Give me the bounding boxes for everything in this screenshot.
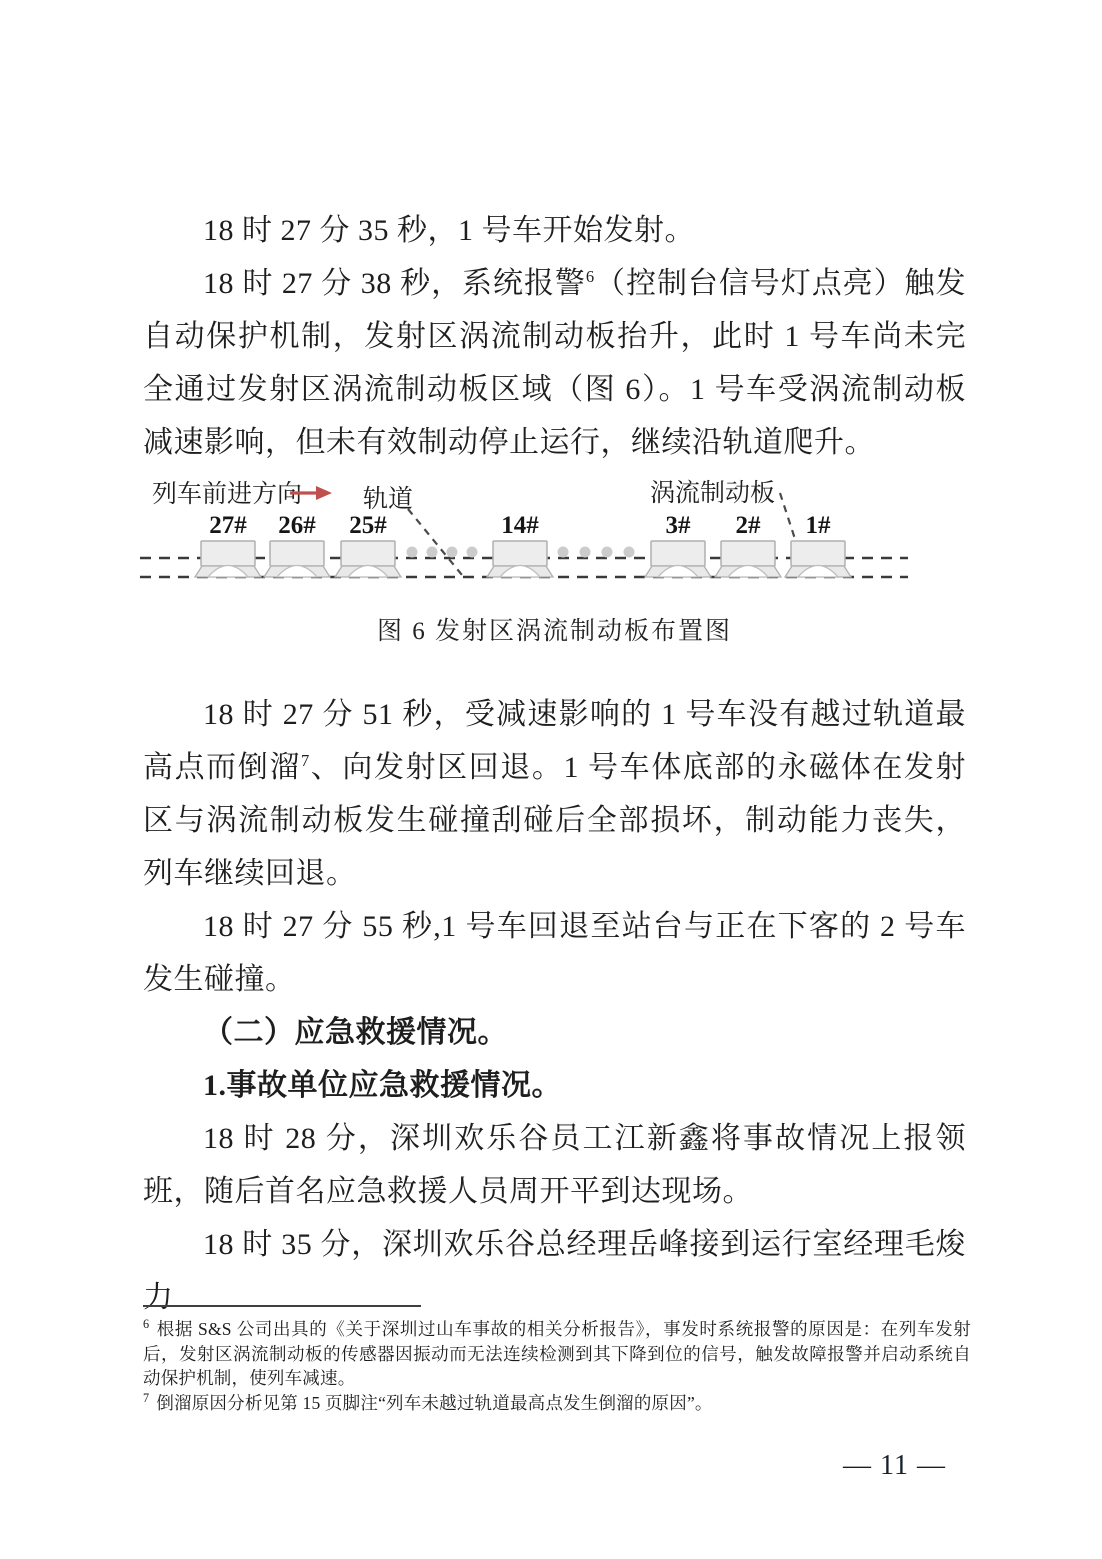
footnote-7-marker: 7 xyxy=(143,1390,150,1405)
ellipsis-dot xyxy=(624,547,635,558)
brake-plate-pointer-line xyxy=(780,493,795,539)
paragraph-text: 、向发射区回退。1 号车体底部的永磁体在发射区与涡流制动板发生碰撞刮碰后全部损坏，制动能力丧失，列车继续回退。 xyxy=(143,751,967,890)
footnote-7-text: 倒溜原因分析见第 15 页脚注“列车未越过轨道最高点发生倒溜的原因”。 xyxy=(156,1392,713,1413)
page-content xyxy=(143,204,966,1324)
plate-number-label: 3# xyxy=(665,512,691,539)
paragraph-rollback xyxy=(143,688,966,900)
paragraph-text: 18 时 27 分 55 秒,1 号车回退至站台与正在下客的 2 号车发生碰撞。 xyxy=(143,910,966,996)
figure-6-caption: 图 6 发射区涡流制动板布置图 xyxy=(376,618,732,645)
brake-plate-layout-svg xyxy=(140,469,1000,609)
brake-plates-group xyxy=(195,512,851,577)
brake-plate-3 xyxy=(645,512,711,577)
ellipsis-dot xyxy=(447,547,458,558)
brake-plate-14 xyxy=(487,512,553,577)
footnote-ref-7: 7 xyxy=(300,751,310,770)
ellipsis-dot xyxy=(602,547,613,558)
page-number: — 11 — xyxy=(843,1450,946,1481)
direction-label: 列车前进方向 xyxy=(152,481,303,508)
paragraph-report-foreman xyxy=(143,1112,966,1218)
plate-number-label: 25# xyxy=(349,512,387,539)
brake-plate-2 xyxy=(715,512,781,577)
track-pointer-line xyxy=(408,509,462,575)
figure-6-diagram xyxy=(140,469,966,609)
paragraph-collision xyxy=(143,900,966,1006)
ellipsis-dot xyxy=(427,547,438,558)
plate-number-label: 2# xyxy=(735,512,761,539)
paragraph-text: 18 时 27 分 35 秒，1 号车开始发射。 xyxy=(203,214,695,247)
brake-plate-26 xyxy=(264,512,330,577)
ellipsis-dot xyxy=(467,547,478,558)
brake-plate-25 xyxy=(335,512,401,577)
brake-plate-27 xyxy=(195,512,261,577)
paragraph-launch-start xyxy=(143,204,966,257)
paragraph-system-alarm xyxy=(143,257,966,469)
footnote-ref-6: 6 xyxy=(585,267,595,286)
plate-number-label: 26# xyxy=(278,512,316,539)
brake-plate-label: 涡流制动板 xyxy=(650,480,776,507)
paragraph-text: 18 时 28 分，深圳欢乐谷员工江新鑫将事故情况上报领班，随后首名应急救援人员周开平到达现场。 xyxy=(143,1122,966,1208)
paragraph-text: （控制台信号灯点亮）触发自动保护机制，发射区涡流制动板抬升，此时 1 号车尚未完全通过发射区涡流制动板区域（图 6）。1 号车受涡流制动板减速影响，但未有效制动停止运行，继续沿轨道爬升。 xyxy=(143,267,967,459)
footnote-6 xyxy=(143,1317,971,1391)
paragraph-text: 18 时 27 分 51 秒，受减速影响的 1 号车没有越过轨道最高点而倒溜 xyxy=(143,698,966,784)
paragraph-text: 18 时 35 分，深圳欢乐谷总经理岳峰接到运行室经理毛焌力 xyxy=(143,1228,966,1314)
ellipsis-dot xyxy=(580,547,591,558)
footnote-separator xyxy=(143,1305,421,1307)
section-heading-rescue: （二）应急救援情况。 xyxy=(203,1016,508,1049)
plate-number-label: 1# xyxy=(805,512,831,539)
footnote-6-marker: 6 xyxy=(143,1317,150,1332)
track-label: 轨道 xyxy=(363,486,414,513)
plate-number-label: 14# xyxy=(501,512,539,539)
plate-number-label: 27# xyxy=(209,512,247,539)
footnote-6-text: 根据 S&S 公司出具的《关于深圳过山车事故的相关分析报告》，事发时系统报警的原因是：在列车发射后，发射区涡流制动板的传感器因振动而无法连续检测到其下降到位的信号，触发故障报警并启动系统自动保护机制，使列车减速。 xyxy=(143,1319,971,1388)
footnotes-section xyxy=(143,1305,971,1415)
ellipsis-dot xyxy=(558,547,569,558)
subsection-heading-unit-rescue: 1.事故单位应急救援情况。 xyxy=(203,1069,562,1102)
footnote-7 xyxy=(143,1391,971,1416)
ellipsis-dot xyxy=(407,547,418,558)
brake-plate-1 xyxy=(785,512,851,577)
paragraph-text: 18 时 27 分 38 秒，系统报警 xyxy=(203,267,586,300)
